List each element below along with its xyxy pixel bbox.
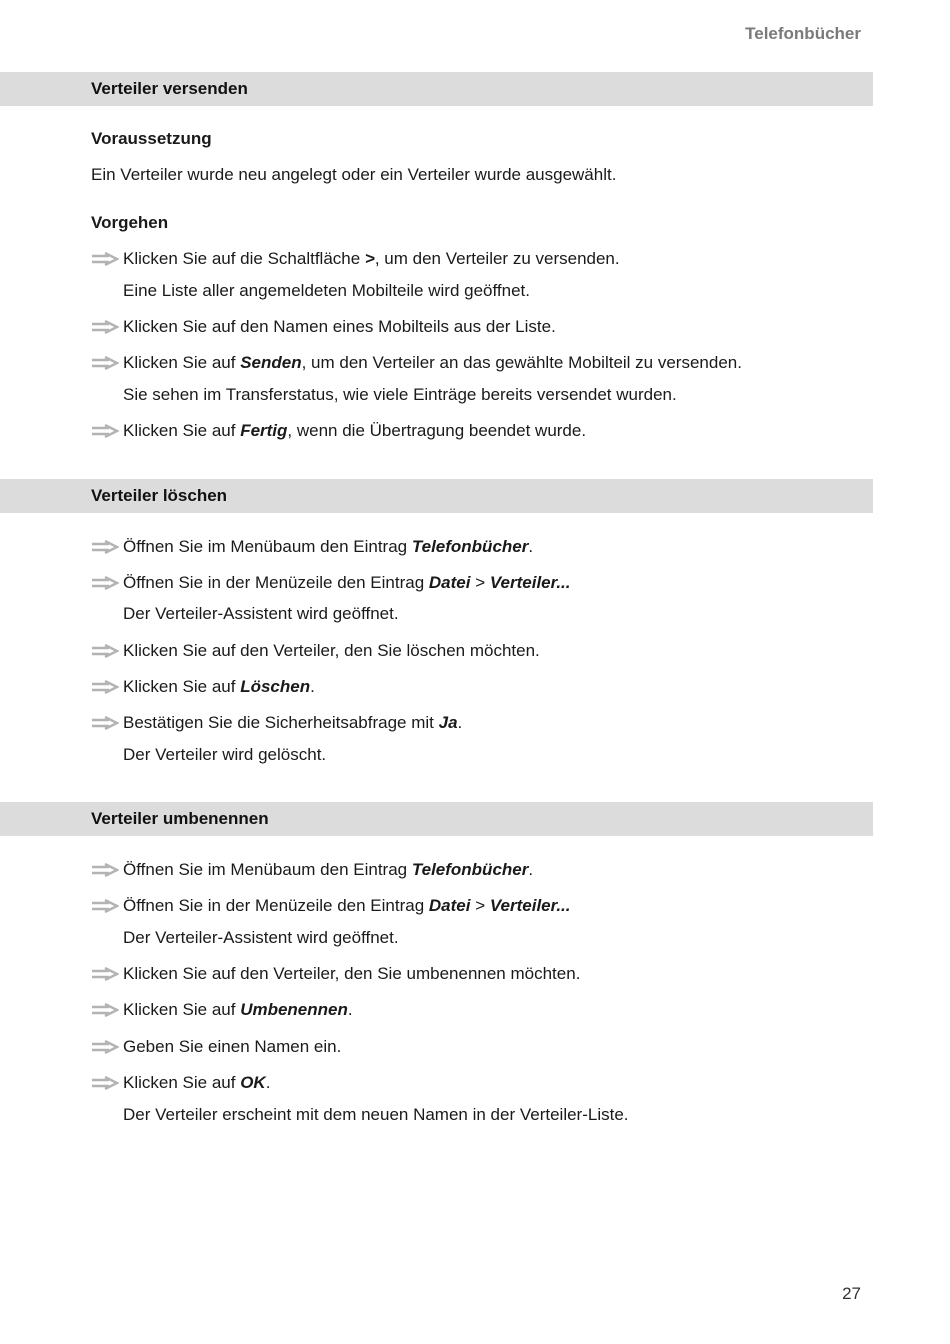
step: Klicken Sie auf den Verteiler, den Sie umbenennen möchten. [91, 963, 580, 985]
step: Klicken Sie auf OK. [91, 1072, 270, 1094]
running-head: Telefonbücher [745, 24, 861, 43]
double-arrow-icon [91, 1040, 119, 1054]
prereq-heading: Voraussetzung [91, 129, 212, 148]
procedure-heading: Vorgehen [91, 213, 169, 232]
step: Geben Sie einen Namen ein. [91, 1036, 341, 1058]
double-arrow-icon [91, 967, 119, 981]
double-arrow-icon [91, 252, 119, 266]
section-bar-loeschen [0, 479, 873, 513]
step: Öffnen Sie im Menübaum den Eintrag Telefonbücher. [91, 859, 533, 881]
step-result: Sie sehen im Transferstatus, wie viele Einträge bereits versendet wurden. [123, 385, 677, 404]
step: Öffnen Sie in der Menüzeile den Eintrag Datei > Verteiler... [91, 895, 571, 917]
step: Klicken Sie auf Senden, um den Verteiler an das gewählte Mobilteil zu versenden. [91, 352, 742, 374]
double-arrow-icon [91, 320, 119, 334]
prereq-text: Ein Verteiler wurde neu angelegt oder ein Verteiler wurde ausgewählt. [91, 165, 617, 184]
step: Klicken Sie auf Löschen. [91, 676, 315, 698]
page-number: 27 [842, 1284, 861, 1303]
section-title: Verteiler umbenennen [91, 809, 269, 828]
step-result: Der Verteiler-Assistent wird geöffnet. [123, 604, 399, 623]
section-title: Verteiler löschen [91, 486, 228, 505]
section-title: Verteiler versenden [91, 79, 248, 98]
step: Klicken Sie auf den Verteiler, den Sie löschen möchten. [91, 640, 540, 662]
step-result: Eine Liste aller angemeldeten Mobilteile wird geöffnet. [123, 281, 530, 300]
double-arrow-icon [91, 1003, 119, 1017]
step: Klicken Sie auf den Namen eines Mobilteils aus der Liste. [91, 316, 556, 338]
double-arrow-icon [91, 644, 119, 658]
step: Klicken Sie auf die Schaltfläche >, um den Verteiler zu versenden. [91, 248, 620, 270]
double-arrow-icon [91, 1076, 119, 1090]
double-arrow-icon [91, 680, 119, 694]
step: Öffnen Sie im Menübaum den Eintrag Telefonbücher. [91, 536, 533, 558]
step-result: Der Verteiler erscheint mit dem neuen Namen in der Verteiler-Liste. [123, 1105, 629, 1124]
step: Klicken Sie auf Fertig, wenn die Übertragung beendet wurde. [91, 420, 586, 442]
double-arrow-icon [91, 424, 119, 438]
double-arrow-icon [91, 576, 119, 590]
double-arrow-icon [91, 863, 119, 877]
section-bar-versenden [0, 72, 873, 106]
double-arrow-icon [91, 716, 119, 730]
double-arrow-icon [91, 356, 119, 370]
double-arrow-icon [91, 899, 119, 913]
step: Bestätigen Sie die Sicherheitsabfrage mit Ja. [91, 712, 462, 734]
step-result: Der Verteiler wird gelöscht. [123, 745, 327, 764]
step: Klicken Sie auf Umbenennen. [91, 999, 353, 1021]
section-bar-umbenennen [0, 802, 873, 836]
step-result: Der Verteiler-Assistent wird geöffnet. [123, 928, 399, 947]
step: Öffnen Sie in der Menüzeile den Eintrag Datei > Verteiler... [91, 572, 571, 594]
double-arrow-icon [91, 540, 119, 554]
